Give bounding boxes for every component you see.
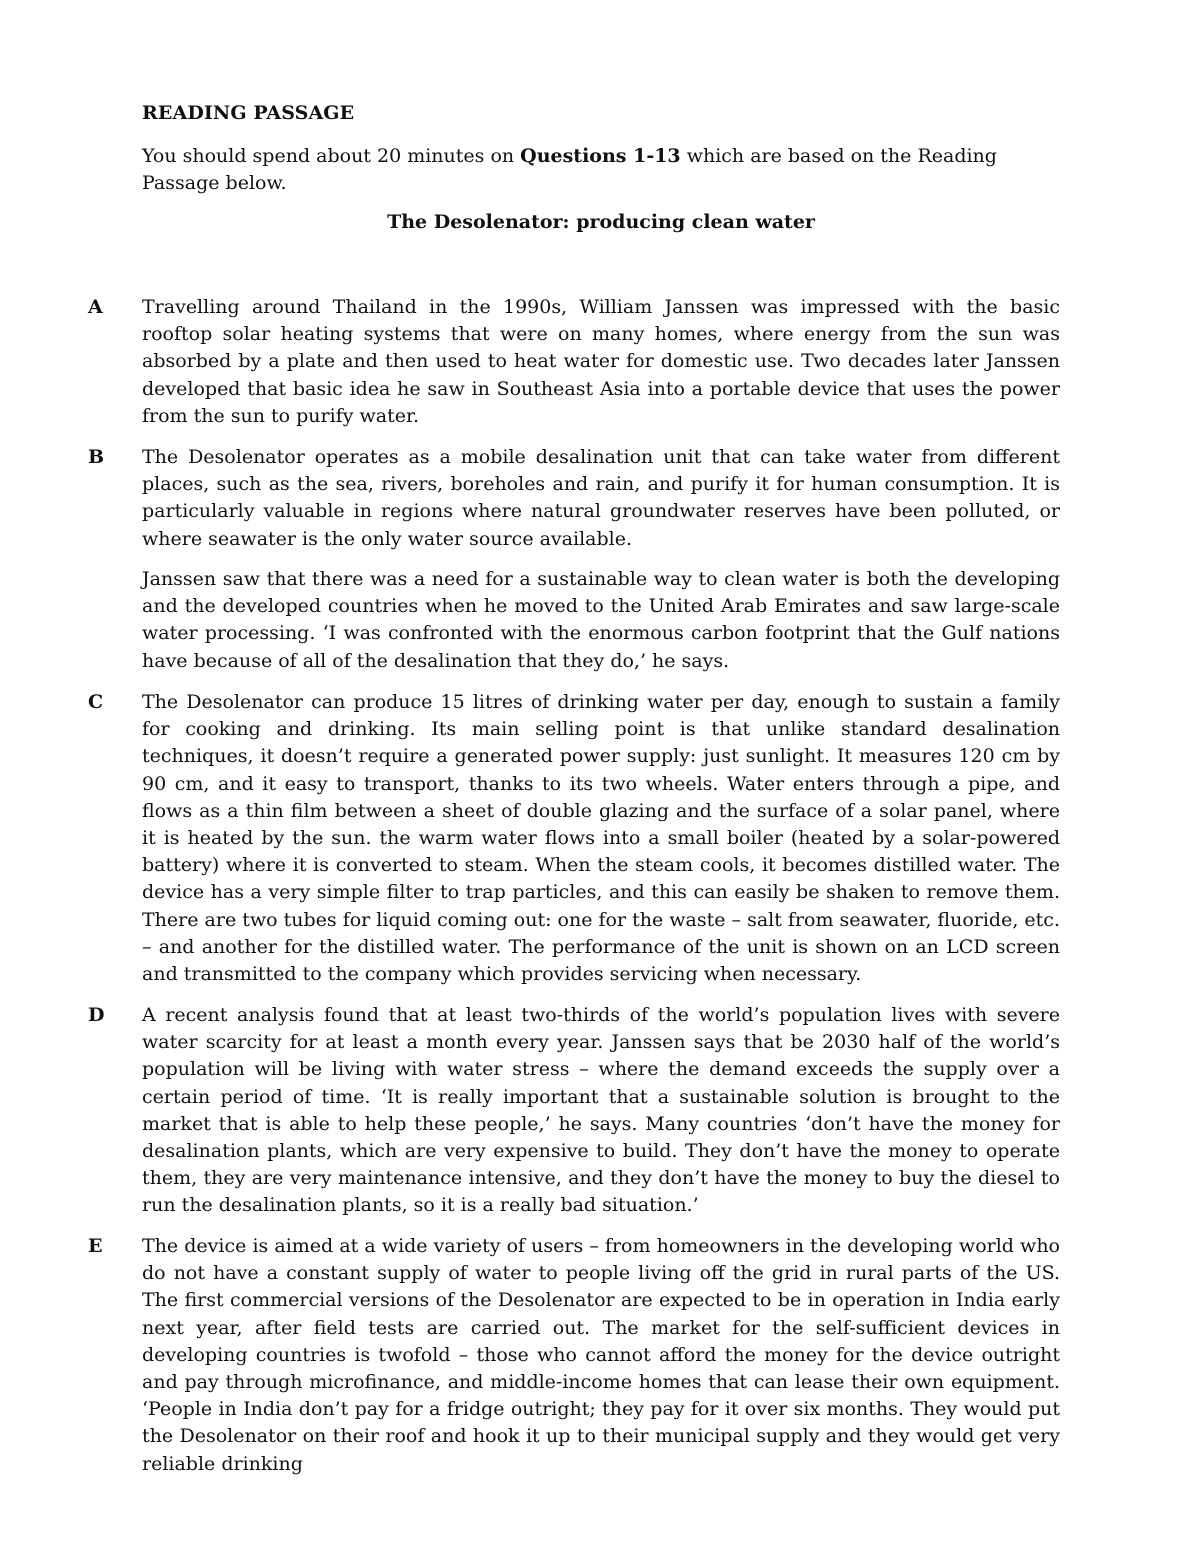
paragraph-e-text: The device is aimed at a wide variety of users – from homeowners in the developing world who do not have a constant supply of water to people living off the grid in rural parts of the US. The first commercial versions of the Desolenator are expected to be in operation in India early next year, after field tests are carried out. The market for the self-sufficient devices in developing countries is twofold – those who cannot afford the money for the device outright and pay through microfinance, and middle-income homes that can lease their own equipment. ‘People in India don’t pay for a fridge outright; they pay for it over six months. They would put the Desolenator on their roof and hook it up to their municipal supply and they would get very reliable drinking	[142, 1235, 1060, 1475]
paragraph-letter-c: C	[88, 691, 104, 713]
paragraph-letter-a: A	[88, 296, 103, 318]
paragraph-d	[142, 1002, 1060, 1220]
intro-instructions	[142, 143, 1060, 197]
passage-title: The Desolenator: producing clean water	[387, 211, 815, 233]
paragraph-e	[142, 1233, 1060, 1478]
paragraph-a-text: Travelling around Thailand in the 1990s, William Janssen was impressed with the basic rooftop solar heating systems that were on many homes, where energy from the sun was absorbed by a plate and then used to heat water for domestic use. Two decades later Janssen developed that basic idea he saw in Southeast Asia into a portable device that uses the power from the sun to purify water.	[142, 296, 1060, 427]
paragraph-b-text: The Desolenator operates as a mobile desalination unit that can take water from different places, such as the sea, rivers, boreholes and rain, and purify it for human consumption. It is particularly valuable in regions where natural groundwater reserves have been polluted, or where seawater is the only water source available.	[142, 446, 1060, 550]
intro-text-end: which are based on the Reading Passage below.	[142, 145, 997, 194]
paragraph-letter-d: D	[88, 1004, 105, 1026]
paragraph-letter-b: B	[88, 446, 105, 468]
intro-questions-range: Questions 1-13	[520, 145, 681, 167]
paragraph-b	[142, 444, 1060, 553]
paragraph-d-text: A recent analysis found that at least two-thirds of the world’s population lives with severe water scarcity for at least a month every year. Janssen says that be 2030 half of the world’s population will be living with water stress – where the demand exceeds the supply over a certain period of time. ‘It is really important that a sustainable solution is brought to the market that is able to help these people,’ he says. Many countries ‘don’t have the money for desalination plants, which are very expensive to build. They don’t have the money to operate them, they are very maintenance intensive, and they don’t have the money to buy the diesel to run the desalination plants, so it is a really bad situation.’	[142, 1004, 1060, 1217]
section-label: READING PASSAGE	[142, 102, 355, 124]
paragraph-c	[142, 689, 1060, 988]
intro-text-start: You should spend about 20 minutes on	[142, 145, 521, 167]
paragraph-b-continued	[142, 566, 1060, 675]
paragraph-a	[142, 294, 1060, 430]
paragraph-letter-e: E	[88, 1235, 103, 1257]
paragraph-b-continued-text: Janssen saw that there was a need for a sustainable way to clean water is both the developing and the developed countries when he moved to the United Arab Emirates and saw large-scale water processing. ‘I was confronted with the enormous carbon footprint that the Gulf nations have because of all of the desalination that they do,’ he says.	[142, 568, 1060, 672]
paragraph-c-text: The Desolenator can produce 15 litres of drinking water per day, enough to sustain a family for cooking and drinking. Its main selling point is that unlike standard desalination techniques, it doesn’t require a generated power supply: just sunlight. It measures 120 cm by 90 cm, and it easy to transport, thanks to its two wheels. Water enters through a pipe, and flows as a thin film between a sheet of double glazing and the surface of a solar panel, where it is heated by the sun. the warm water flows into a small boiler (heated by a solar-powered battery) where it is converted to steam. When the steam cools, it becomes distilled water. The device has a very simple filter to trap particles, and this can easily be shaken to remove them. There are two tubes for liquid coming out: one for the waste – salt from seawater, fluoride, etc. – and another for the distilled water. The performance of the unit is shown on an LCD screen and transmitted to the company which provides servicing when necessary.	[142, 691, 1060, 986]
